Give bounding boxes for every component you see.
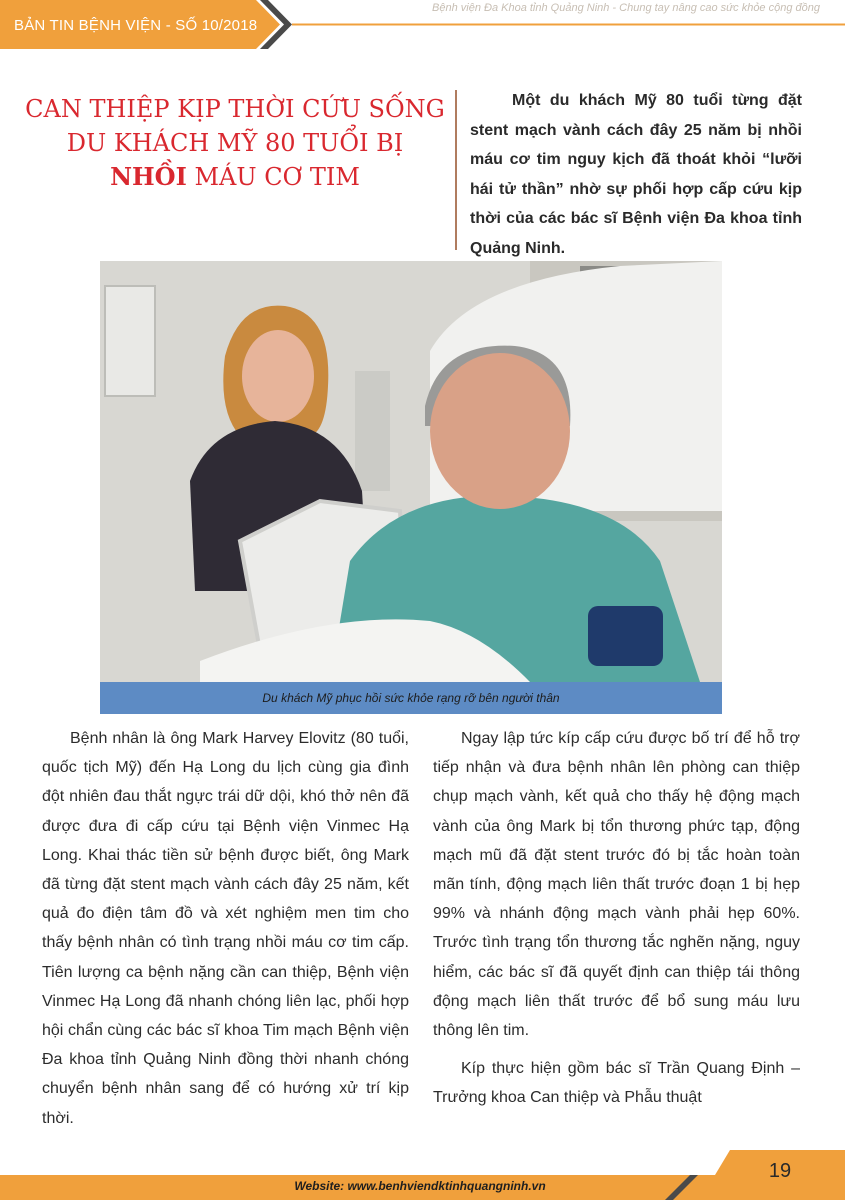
photo-caption: Du khách Mỹ phục hồi sức khỏe rạng rỡ bên người thân (100, 682, 722, 714)
issue-label: BẢN TIN BỆNH VIỆN - SỐ 10/2018 (14, 17, 258, 34)
header-tagline: Bệnh viện Đa Khoa tỉnh Quảng Ninh - Chung tay nâng cao sức khỏe cộng đồng (432, 2, 820, 14)
title-line-2: DU KHÁCH MỸ 80 TUỔI BỊ (66, 129, 404, 157)
title-line-1: CAN THIỆP KỊP THỜI CỨU SỐNG (25, 95, 445, 123)
page-number: 19 (768, 1160, 792, 1182)
photo-iv-stand (355, 371, 390, 491)
article-lead: Một du khách Mỹ 80 tuổi từng đặt stent mạch vành cách đây 25 năm bị nhồi máu cơ tim nguy kịch đã thoát khỏi “lưỡi hái tử thần” nhờ sự phối hợp cấp cứu kịp thời của các bác sĩ Bệnh viện Đa khoa tỉnh Quảng Ninh. (470, 92, 802, 257)
article-title (20, 92, 450, 194)
body-paragraph: Kíp thực hiện gồm bác sĩ Trần Quang Định – Trưởng khoa Can thiệp và Phẫu thuật (433, 1060, 800, 1107)
header-thin-rule (292, 24, 845, 26)
title-line-3-rest: MÁU CƠ TIM (186, 163, 360, 191)
body-column-left (42, 724, 409, 1133)
photo-woman-face (242, 330, 314, 422)
body-column-right (433, 724, 800, 1113)
photo-bp-cuff (588, 606, 663, 666)
title-line-3 (20, 160, 450, 194)
body-paragraph: Bệnh nhân là ông Mark Harvey Elovitz (80 tuổi, quốc tịch Mỹ) đến Hạ Long du lịch cùng gia đình đột nhiên đau thắt ngực trái dữ dội, khó thở nên đã được đưa đi cấp cứu tại Bệnh viện Vinmec Hạ Long. Khai thác tiền sử bệnh được biết, ông Mark đã từng đặt stent mạch vành cách đây 25 năm, kết quả đo điện tâm đồ và xét nghiệm men tim cho thấy bệnh nhân có tình trạng nhồi máu cơ tim cấp. Tiên lượng ca bệnh nặng cần can thiệp, Bệnh viện Vinmec Hạ Long đã nhanh chóng liên lạc, phối hợp hội chẩn cùng các bác sĩ khoa Tim mạch Bệnh viện Đa khoa tỉnh Quảng Ninh đồng thời nhanh chóng chuyển bệnh nhân sang để có hướng xử trí kịp thời. (42, 730, 409, 1127)
photo-illustration (100, 261, 722, 682)
photo-man-face (430, 353, 570, 509)
title-divider (455, 90, 457, 250)
title-emphasis: NHỒI (110, 162, 187, 191)
photo-window (105, 286, 155, 396)
article-photo (100, 261, 722, 682)
footer-website[interactable]: Website: www.benhviendktinhquangninh.vn (294, 1179, 546, 1193)
body-paragraph: Ngay lập tức kíp cấp cứu được bố trí để hỗ trợ tiếp nhận và đưa bệnh nhân lên phòng can thiệp chụp mạch vành, kết quả cho thấy hệ động mạch vành của ông Mark bị tổn thương phức tạp, động mạch mũ đã đặt stent trước đó bị tắc hoàn toàn mãn tính, động mạch liên thất trước đoạn 1 bị hẹp 99% và nhánh động mạch vành phải hẹp 60%. Trước tình trạng tổn thương tắc nghẽn nặng, nguy hiểm, các bác sĩ đã quyết định can thiệp tái thông động mạch liên thất trước để bổ sung máu lưu thông lên tim. (433, 730, 800, 1040)
